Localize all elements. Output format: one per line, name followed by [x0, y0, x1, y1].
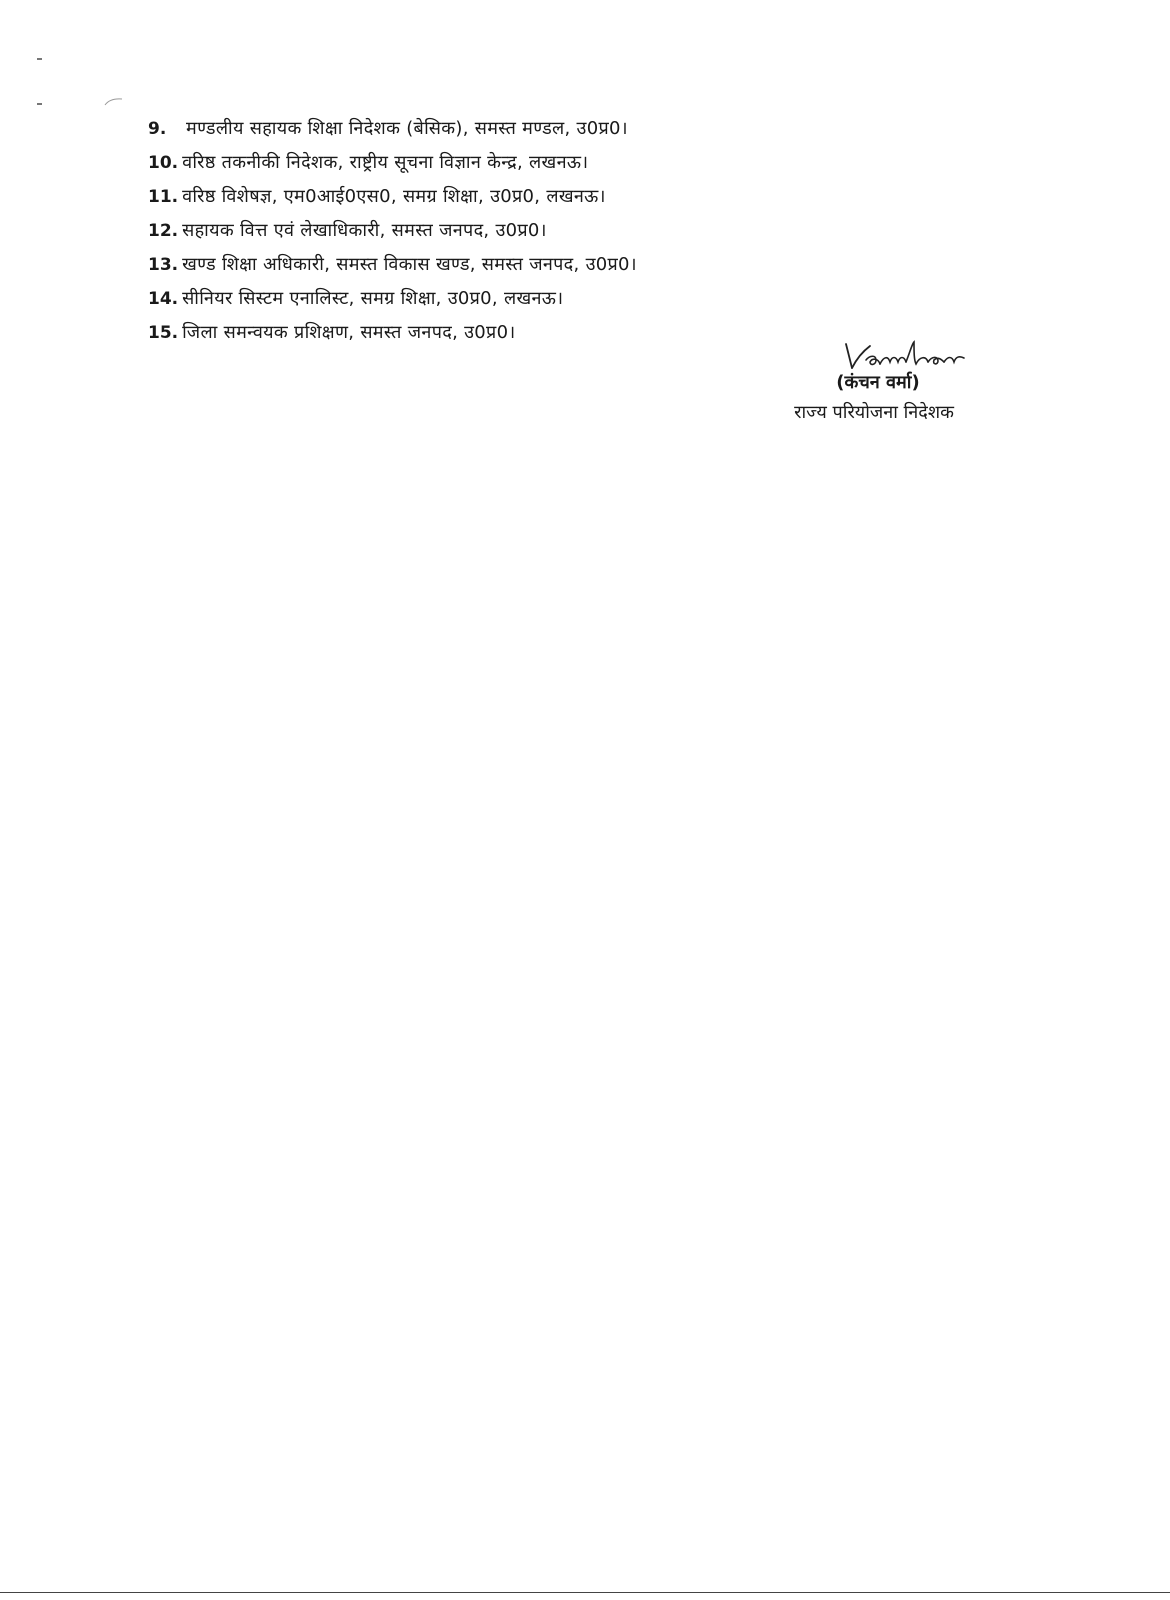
item-text: सहायक वित्त एवं लेखाधिकारी, समस्त जनपद, उ0प्र0।: [182, 220, 547, 241]
item-text: वरिष्ठ विशेषज्ञ, एम0आई0एस0, समग्र शिक्षा, उ0प्र0, लखनऊ।: [182, 186, 606, 207]
handwritten-signature: [840, 338, 980, 374]
item-text: जिला समन्वयक प्रशिक्षण, समस्त जनपद, उ0प्र0।: [182, 322, 516, 343]
scan-curve-mark: [104, 97, 124, 107]
list-item: [148, 218, 1048, 252]
item-number: 12.: [148, 221, 179, 241]
list-item: [148, 252, 1048, 286]
signatory-name: (कंचन वर्मा): [836, 372, 920, 393]
distribution-list: [148, 116, 1048, 354]
item-text: मण्डलीय सहायक शिक्षा निदेशक (बेसिक), समस्त मण्डल, उ0प्र0।: [186, 118, 628, 139]
item-number: 14.: [148, 289, 179, 309]
list-item: [148, 116, 1048, 150]
item-number: 9.: [148, 119, 167, 139]
item-text: वरिष्ठ तकनीकी निदेशक, राष्ट्रीय सूचना विज्ञान केन्द्र, लखनऊ।: [182, 152, 589, 173]
item-text: खण्ड शिक्षा अधिकारी, समस्त विकास खण्ड, समस्त जनपद, उ0प्र0।: [182, 254, 637, 275]
list-item: [148, 184, 1048, 218]
item-number: 13.: [148, 255, 179, 275]
scan-mark: [37, 58, 42, 60]
item-number: 10.: [148, 153, 179, 173]
item-number: 15.: [148, 323, 179, 343]
item-number: 11.: [148, 187, 179, 207]
page-bottom-edge: [0, 1592, 1170, 1593]
list-item: [148, 286, 1048, 320]
scan-mark: [37, 103, 42, 105]
signatory-designation: राज्य परियोजना निदेशक: [794, 402, 954, 423]
item-text: सीनियर सिस्टम एनालिस्ट, समग्र शिक्षा, उ0प्र0, लखनऊ।: [182, 288, 564, 309]
list-item: [148, 150, 1048, 184]
